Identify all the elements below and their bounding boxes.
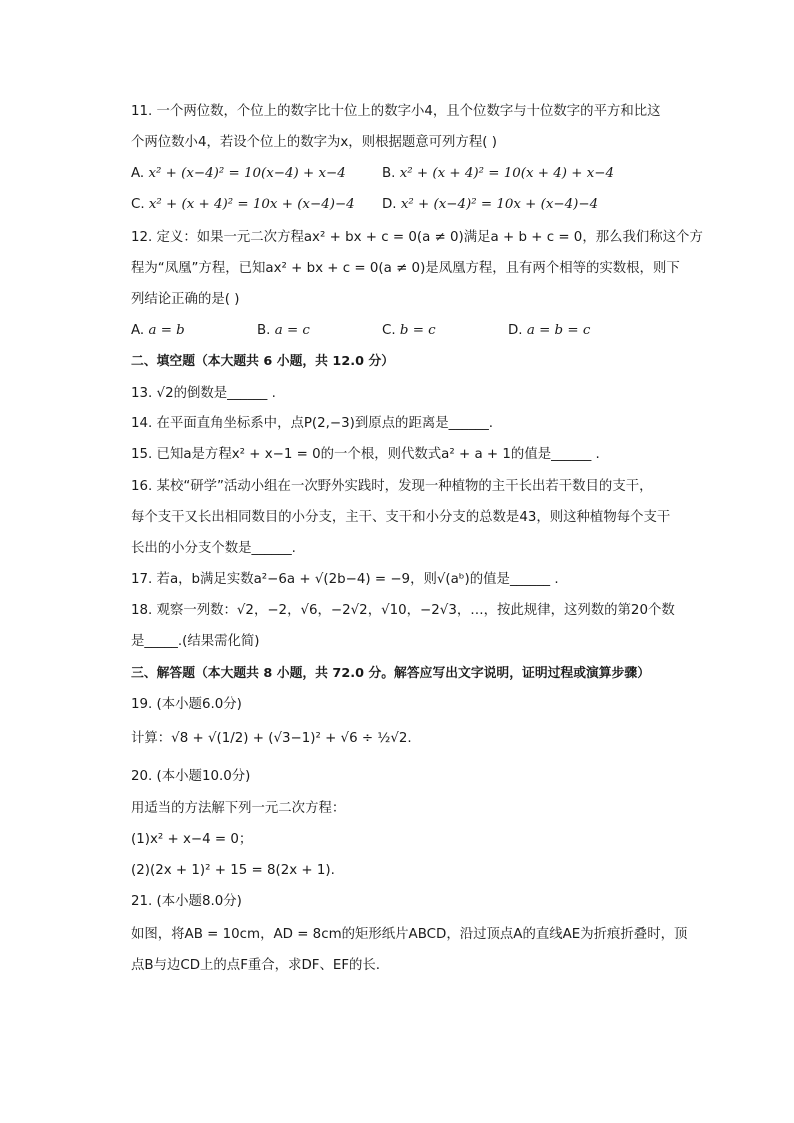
- q11-option-c: C. x² + (x + 4)² = 10x + (x−4)−4: [131, 197, 355, 212]
- q11-option-a: A. x² + (x−4)² = 10(x−4) + x−4: [131, 166, 346, 181]
- q16-line2: 每个支干又长出相同数目的小分支，主干、支干和小分支的总数是43，则这种植物每个支干: [131, 510, 671, 525]
- q16-line3: 长出的小分支个数是______.: [131, 541, 296, 556]
- q12-option-d: D. a = b = c: [508, 323, 591, 338]
- section-solve-heading: 三、解答题（本大题共 8 小题，共 72.0 分。解答应写出文字说明，证明过程或演算步骤）: [131, 666, 650, 681]
- q14: 14. 在平面直角坐标系中，点P(2,−3)到原点的距离是______.: [131, 416, 494, 431]
- q12-option-a: A. a = b: [131, 323, 185, 338]
- section-fill-blank-heading: 二、填空题（本大题共 6 小题，共 12.0 分）: [131, 354, 395, 369]
- q11-option-b: B. x² + (x + 4)² = 10(x + 4) + x−4: [382, 166, 615, 181]
- q17: 17. 若a，b满足实数a²−6a + √(2b−4) = −9，则√(aᵇ)的值是______ .: [131, 572, 559, 587]
- q11-option-d: D. x² + (x−4)² = 10x + (x−4)−4: [382, 197, 599, 212]
- q21-line1: 如图，将AB = 10cm，AD = 8cm的矩形纸片ABCD，沿过顶点A的直线AE为折痕折叠时，顶: [131, 927, 688, 942]
- q18-line2: 是_____.(结果需化简): [131, 634, 260, 649]
- q20-part1: (1)x² + x−4 = 0；: [131, 832, 253, 847]
- q21-header: 21. (本小题8.0分): [131, 894, 242, 909]
- q15: 15. 已知a是方程x² + x−1 = 0的一个根，则代数式a² + a + 1的值是______ .: [131, 447, 600, 462]
- q11-line2: 个两位数小4，若设个位上的数字为x，则根据题意可列方程( ): [131, 135, 497, 150]
- q19-body: 计算：√8 + √(1/2) + (√3−1)² + √6 ÷ ½√2.: [131, 731, 412, 746]
- q12-line3: 列结论正确的是( ): [131, 292, 240, 307]
- q11-line1: 11. 一个两位数，个位上的数字比十位上的数字小4，且个位数字与十位数字的平方和比这: [131, 104, 661, 119]
- q12-line2: 程为“凤凰”方程，已知ax² + bx + c = 0(a ≠ 0)是凤凰方程，且有两个相等的实数根，则下: [131, 261, 680, 276]
- q19-header: 19. (本小题6.0分): [131, 697, 242, 712]
- q18-line1: 18. 观察一列数：√2，−2，√6，−2√2，√10，−2√3，…，按此规律，这列数的第20个数: [131, 603, 675, 618]
- q20-part2: (2)(2x + 1)² + 15 = 8(2x + 1).: [131, 863, 335, 878]
- q12-option-c: C. b = c: [382, 323, 436, 338]
- q20-intro: 用适当的方法解下列一元二次方程：: [131, 801, 346, 816]
- q13: 13. √2的倒数是______ .: [131, 386, 276, 401]
- q20-header: 20. (本小题10.0分): [131, 769, 251, 784]
- q12-option-b: B. a = c: [257, 323, 310, 338]
- q12-line1: 12. 定义：如果一元二次方程ax² + bx + c = 0(a ≠ 0)满足a + b + c = 0，那么我们称这个方: [131, 230, 703, 245]
- q21-line2: 点B与边CD上的点F重合，求DF、EF的长.: [131, 958, 381, 973]
- q16-line1: 16. 某校“研学”活动小组在一次野外实践时，发现一种植物的主干长出若干数目的支干，: [131, 479, 653, 494]
